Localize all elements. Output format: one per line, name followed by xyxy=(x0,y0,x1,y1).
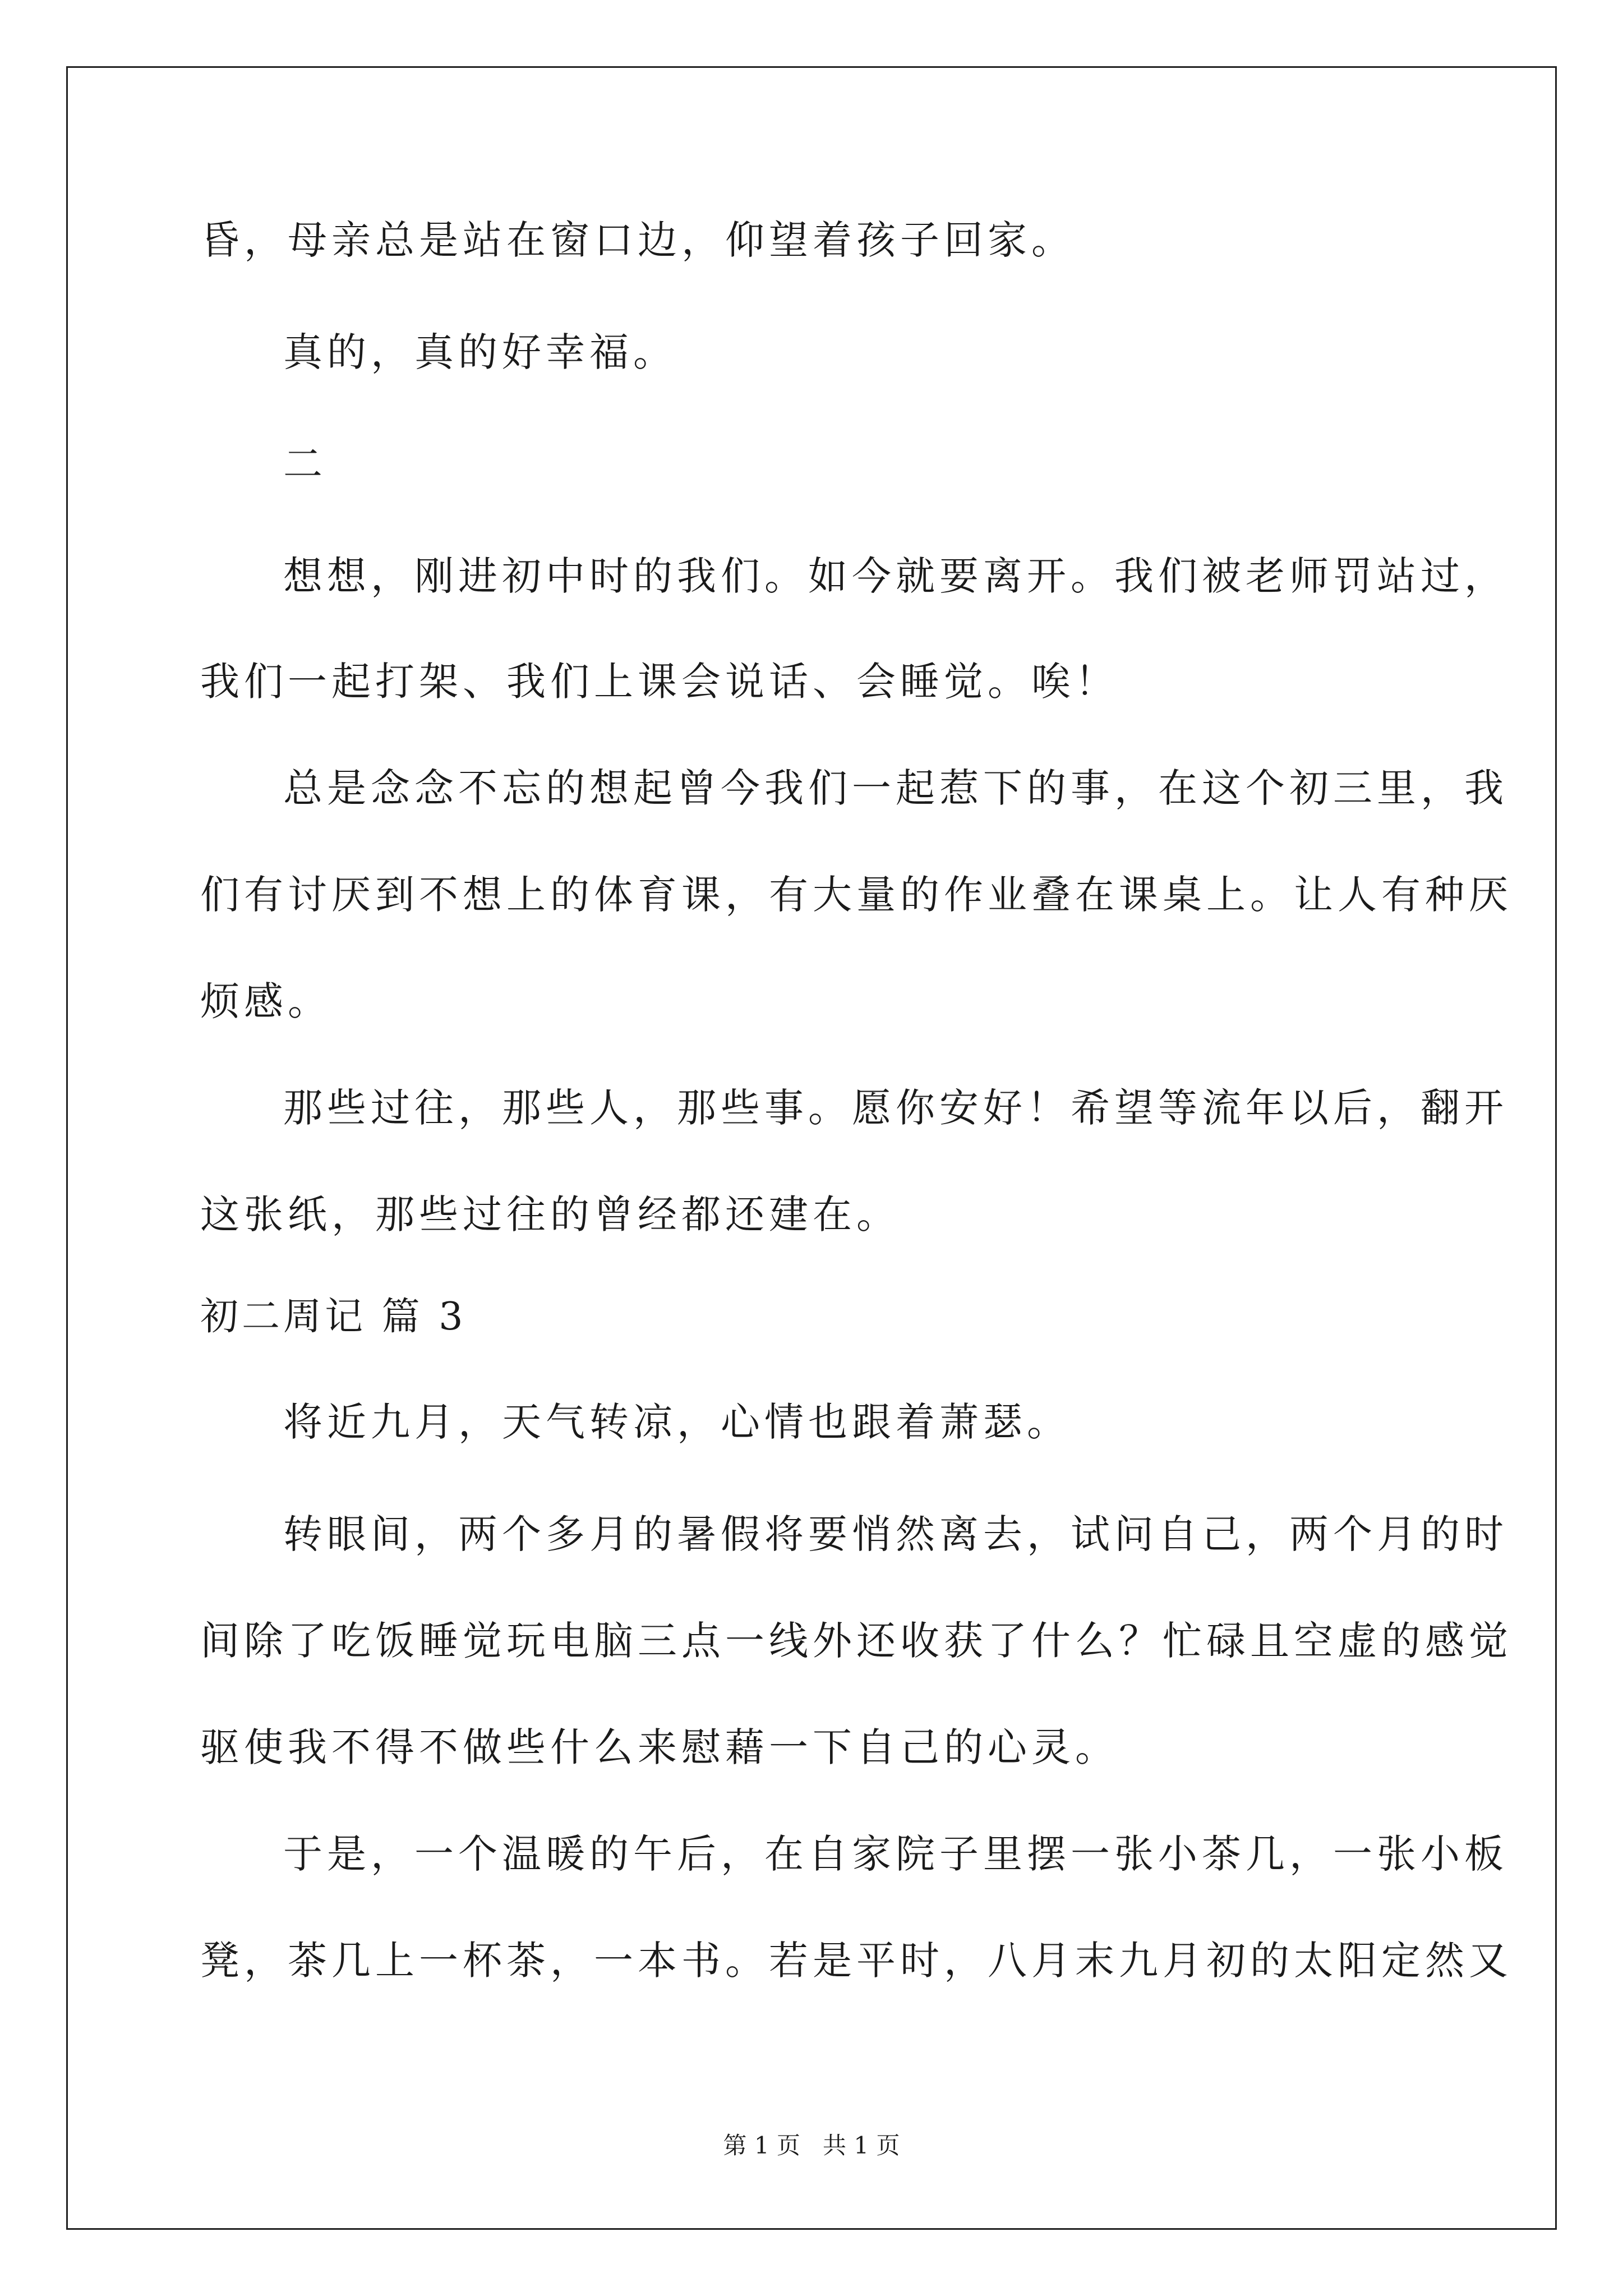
page-border xyxy=(66,66,1557,2230)
text-line: 凳，茶几上一杯茶，一本书。若是平时，八月末九月初的太阳定然又 xyxy=(200,1938,1513,1984)
text-line: 们有讨厌到不想上的体育课，有大量的作业叠在课桌上。让人有种厌 xyxy=(200,872,1513,918)
text-line: 昏，母亲总是站在窗口边，仰望着孩子回家。 xyxy=(200,217,1075,263)
text-line: 驱使我不得不做些什么来慰藉一下自己的心灵。 xyxy=(200,1724,1119,1770)
text-line: 间除了吃饭睡觉玩电脑三点一线外还收获了什么？忙碌且空虚的感觉 xyxy=(200,1618,1513,1664)
text-line: 烦感。 xyxy=(200,978,331,1024)
text-line: 二 xyxy=(283,441,327,487)
text-line: 我们一起打架、我们上课会说话、会睡觉。唉！ xyxy=(200,659,1119,705)
text-line: 这张纸，那些过往的曾经都还建在。 xyxy=(200,1191,900,1237)
text-line: 真的，真的好幸福。 xyxy=(283,329,677,375)
section-heading: 初二周记 篇 3 xyxy=(200,1295,467,1339)
page-footer: 第 1 页 共 1 页 xyxy=(723,2132,900,2159)
text-line: 那些过往，那些人，那些事。愿你安好！希望等流年以后，翻开 xyxy=(283,1085,1508,1131)
text-line: 总是念念不忘的想起曾今我们一起惹下的事，在这个初三里，我 xyxy=(283,765,1508,811)
text-line: 将近九月，天气转凉，心情也跟着萧瑟。 xyxy=(283,1399,1071,1445)
text-line: 想想，刚进初中时的我们。如今就要离开。我们被老师罚站过， xyxy=(283,553,1508,599)
text-line: 转眼间，两个多月的暑假将要悄然离去，试问自己，两个月的时 xyxy=(283,1511,1508,1557)
text-line: 于是，一个温暖的午后，在自家院子里摆一张小茶几，一张小板 xyxy=(283,1831,1508,1877)
